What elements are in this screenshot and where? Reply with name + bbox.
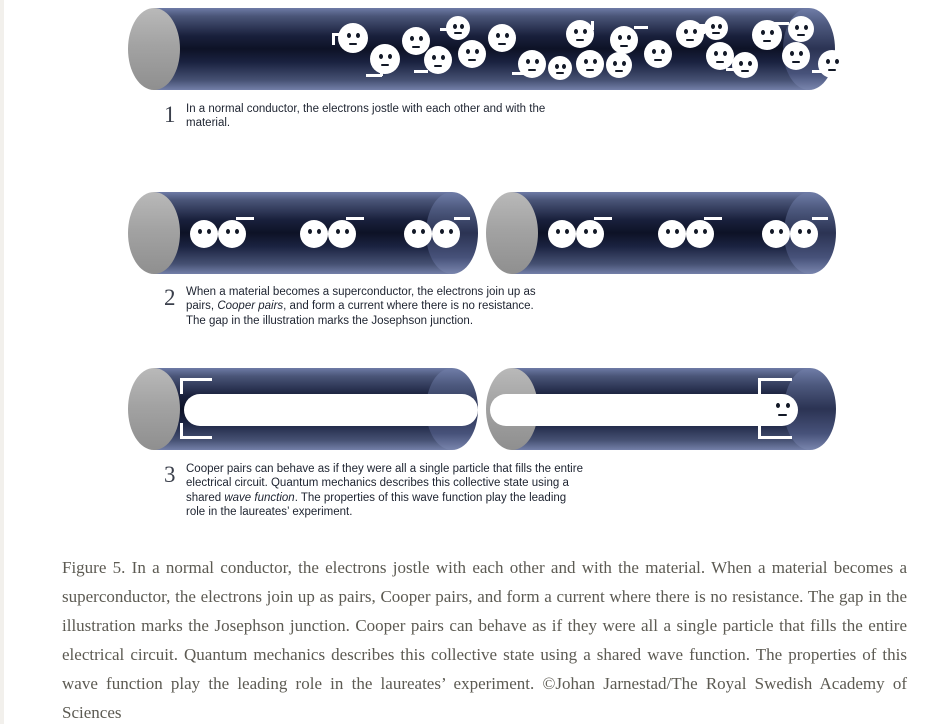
step-3-text	[186, 462, 584, 520]
step-1-text: In a normal conductor, the electrons jostle with each other and with the material.	[186, 103, 546, 130]
cooper-pair-electron	[404, 220, 432, 248]
electron-limb	[704, 217, 722, 220]
cooper-pair-electron	[790, 220, 818, 248]
superconductor-tube-right-panel2	[486, 192, 836, 274]
electron	[446, 16, 470, 40]
step-1-number: 1	[164, 102, 176, 127]
electron	[732, 52, 758, 78]
electron-limb	[346, 217, 364, 220]
wave-function-limb	[180, 378, 183, 394]
cooper-pair-electron	[190, 220, 218, 248]
cooper-pair-electron	[686, 220, 714, 248]
cooper-pair-electron	[762, 220, 790, 248]
cooper-pair-electron	[218, 220, 246, 248]
wave-function-limb	[758, 378, 792, 381]
step-2-text	[186, 285, 546, 328]
electron	[458, 40, 486, 68]
electron	[606, 52, 632, 78]
electron-limb	[454, 217, 470, 220]
electron	[488, 24, 516, 52]
figure-caption: Figure 5. In a normal conductor, the electrons jostle with each other and with the material. When a material becomes a superconductor, the electrons join up as pairs, Cooper pairs, and form a current where there is no resistance. The gap in the illustration marks the Josephson junction. Cooper pairs can behave as if they were all a single particle that fills the entire electrical circuit. Quantum mechanics describes this collective state using a shared wave function. The properties of this wave function play the leading role in the laureates’ experiment. ©Johan Jarnestad/The Royal Swedish Academy of Sciences	[62, 558, 907, 722]
collective-wave-function-blob	[490, 394, 798, 426]
electron	[676, 20, 704, 48]
tube-cap-left	[128, 368, 180, 450]
step-1	[164, 102, 564, 131]
cooper-pair-electron	[576, 220, 604, 248]
electron	[818, 50, 846, 78]
electron-limb	[236, 217, 254, 220]
cooper-pair-electron	[328, 220, 356, 248]
electron-limb	[812, 217, 828, 220]
tube-cap-left	[486, 192, 538, 274]
conductor-tube-panel1	[128, 8, 835, 90]
cooper-pair-electron	[432, 220, 460, 248]
step-2-text-part1: When a material becomes a superconductor, the electrons join up as pairs,	[186, 286, 536, 313]
step-3	[164, 462, 584, 520]
electron	[338, 23, 368, 53]
electron	[610, 26, 638, 54]
electron	[566, 20, 594, 48]
electron-limb	[634, 26, 648, 29]
step-3-number: 3	[164, 462, 176, 487]
electron	[576, 50, 604, 78]
electron	[370, 44, 400, 74]
electron	[548, 56, 572, 80]
wave-function-limb	[180, 378, 212, 381]
step-2-text-italic: Cooper pairs	[217, 300, 284, 313]
electron	[518, 50, 546, 78]
electron	[788, 16, 814, 42]
cooper-pair-electron	[548, 220, 576, 248]
tube-cap-left	[128, 8, 180, 90]
electron	[644, 40, 672, 68]
electron	[704, 16, 728, 40]
step-2	[164, 285, 564, 328]
cooper-pair-electron	[300, 220, 328, 248]
electron	[782, 42, 810, 70]
superconductor-tube-left-panel2	[128, 192, 478, 274]
collective-state-tube-left-panel3	[128, 368, 478, 450]
electron-limb	[332, 33, 335, 45]
electron-limb	[594, 217, 612, 220]
tube-cap-left	[128, 192, 180, 274]
step-3-text-part2: . The properties of this wave function play the leading role in the laureates’ experiment.	[186, 491, 567, 519]
cooper-pair-electron	[658, 220, 686, 248]
step-3-text-part1: Cooper pairs can behave as if they were all a single particle that fills the entire electrical circuit. Quantum mechanics describes this collective state using a shared	[186, 463, 583, 504]
electron	[706, 42, 734, 70]
electron	[752, 20, 782, 50]
wave-function-limb	[758, 436, 792, 439]
electron-limb	[414, 70, 428, 73]
step-2-number: 2	[164, 285, 176, 310]
wave-function-limb	[180, 423, 183, 439]
wave-function-limb	[180, 436, 212, 439]
wave-function-limb	[758, 378, 761, 394]
step-3-text-italic: wave function	[224, 491, 295, 504]
electron	[424, 46, 452, 74]
collective-state-tube-right-panel3	[486, 368, 836, 450]
step-2-text-part2: , and form a current where there is no resistance. The gap in the illustration marks the Josephson junction.	[186, 300, 534, 327]
collective-wave-function-blob	[184, 394, 478, 426]
